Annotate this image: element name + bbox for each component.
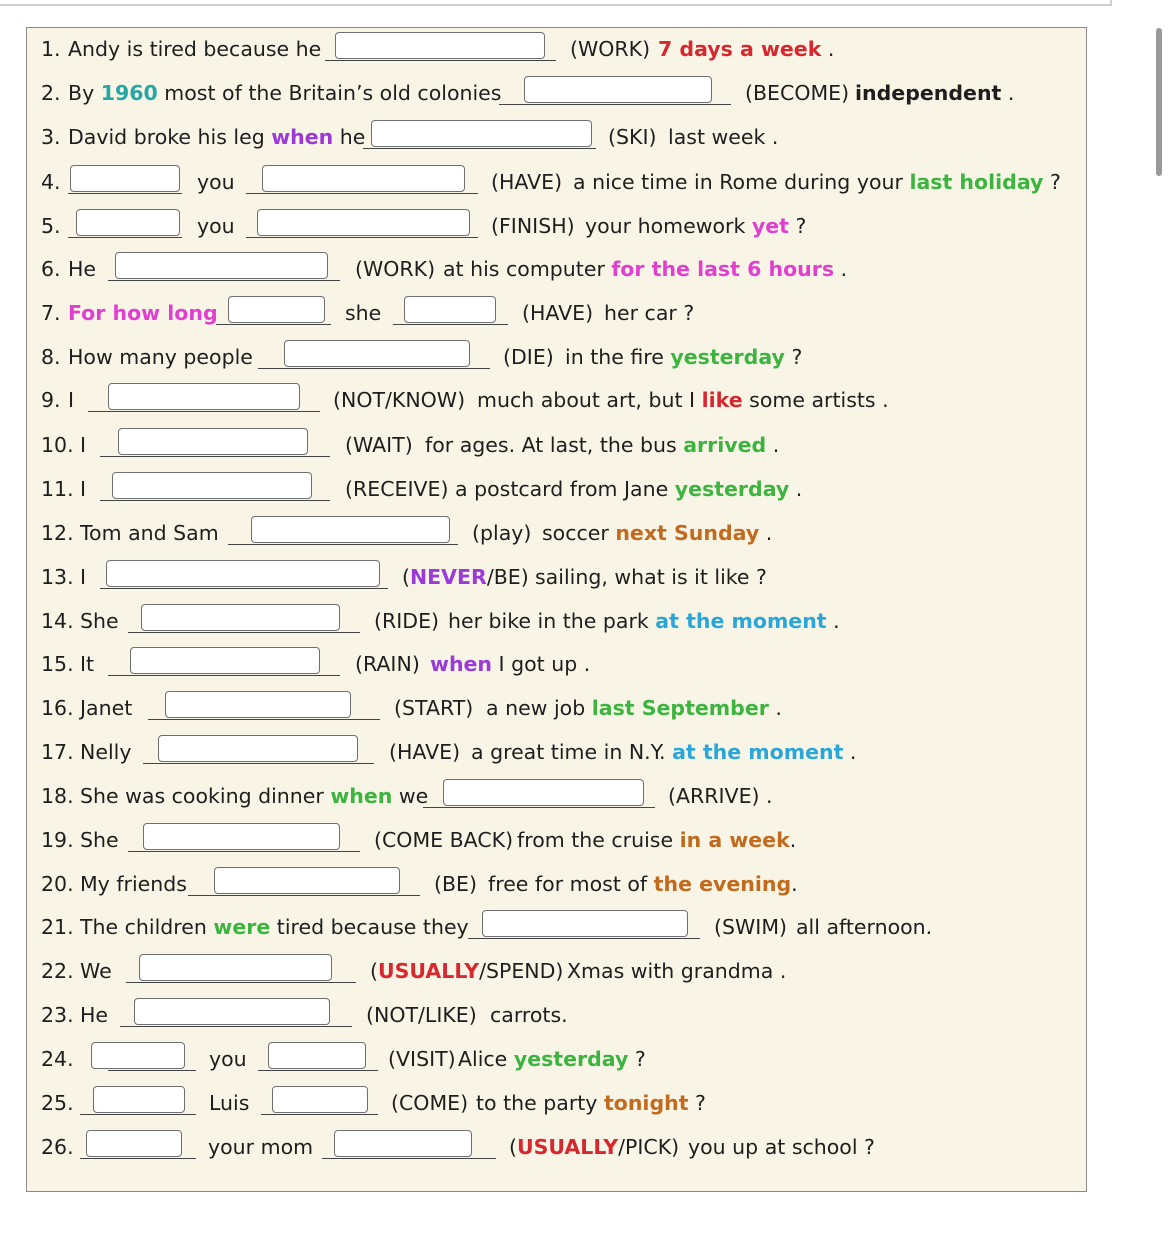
answer-box-2[interactable] (404, 296, 496, 323)
verb-hint: (COME) (391, 1091, 469, 1115)
sentence-end-fragment: . (791, 872, 798, 896)
verb-hint: (START) (394, 696, 474, 720)
item-number: 7. (41, 301, 61, 325)
answer-box-1[interactable] (108, 383, 300, 410)
sentence-end-fragment: free for most of (488, 872, 654, 896)
sentence-start (80, 1003, 108, 1027)
item-number: 13. (41, 565, 74, 589)
answer-underline (143, 763, 374, 764)
exercise-row (41, 1125, 1081, 1165)
sentence-end (668, 125, 778, 149)
sentence-end-fragment: carrots. (490, 1003, 568, 1027)
verb-hint-fragment: ( (509, 1135, 517, 1159)
sentence-start (80, 609, 119, 633)
sentence-end-fragment: . (789, 477, 803, 501)
answer-box-1[interactable] (118, 428, 308, 455)
sentence-end-fragment: some artists . (742, 388, 889, 412)
answer-box-2[interactable] (262, 165, 465, 192)
verb-hint: (BE) (434, 872, 478, 896)
exercise-row (41, 599, 1081, 639)
sentence-end-fragment: a postcard from Jane (455, 477, 675, 501)
answer-underline (423, 807, 655, 808)
sentence-end (486, 696, 782, 720)
item-number: 19. (41, 828, 74, 852)
verb-hint: (NOT/LIKE) (366, 1003, 477, 1027)
item-number: 15. (41, 652, 74, 676)
sentence-end-fragment: ? (688, 1091, 706, 1115)
sentence-start-fragment: he (333, 125, 366, 149)
sentence-end-fragment: last September (591, 696, 769, 720)
item-number: 18. (41, 784, 74, 808)
exercise-row (41, 949, 1081, 989)
verb-hint-fragment: ( (402, 565, 410, 589)
answer-box-2[interactable] (268, 1042, 366, 1069)
answer-box-1[interactable] (443, 779, 644, 806)
sentence-end-fragment: soccer (542, 521, 616, 545)
sentence-start (80, 959, 112, 983)
answer-underline (120, 1026, 352, 1027)
exercise-row (41, 642, 1081, 682)
sentence-start (68, 37, 321, 61)
exercise-row (41, 160, 1081, 200)
sentence-start (68, 257, 96, 281)
item-number: 6. (41, 257, 61, 281)
verb-hint-fragment: /SPEND) (479, 959, 564, 983)
verb-hint: (WORK) (355, 257, 436, 281)
sentence-end-fragment: yet (751, 214, 789, 238)
answer-box-1[interactable] (112, 472, 312, 499)
item-number: 11. (41, 477, 74, 501)
subject-text: you (209, 1047, 247, 1071)
answer-box-1[interactable] (143, 823, 340, 850)
sentence-end-fragment: . (759, 521, 773, 545)
exercise-row (41, 1037, 1081, 1077)
sentence-end-fragment: a new job (486, 696, 592, 720)
item-number: 14. (41, 609, 74, 633)
item-number: 23. (41, 1003, 74, 1027)
sentence-start (80, 652, 94, 676)
exercise-row (41, 467, 1081, 507)
subject-text: your mom (208, 1135, 314, 1159)
answer-underline (468, 938, 700, 939)
sentence-end-fragment: Alice (458, 1047, 514, 1071)
sentence-start (80, 433, 86, 457)
sentence-start (80, 696, 132, 720)
answer-box-1[interactable] (482, 910, 688, 937)
sentence-end (490, 1003, 568, 1027)
sentence-end-fragment: last week . (668, 125, 779, 149)
answer-box-1[interactable] (130, 647, 320, 674)
exercise-row (41, 423, 1081, 463)
answer-box-1[interactable] (284, 340, 470, 367)
sentence-end (458, 1047, 646, 1071)
answer-underline (261, 1114, 378, 1115)
subject-text: Luis (209, 1091, 250, 1115)
sentence-end (658, 37, 834, 61)
exercise-row (41, 511, 1081, 551)
answer-box-1[interactable] (251, 516, 450, 543)
sentence-start-fragment: Andy is tired because he (68, 37, 322, 61)
sentence-end (425, 433, 779, 457)
sentence-start (68, 345, 253, 369)
verb-hint: (RIDE) (374, 609, 440, 633)
answer-underline (228, 544, 458, 545)
answer-underline (325, 60, 556, 61)
sentence-start-fragment: I (80, 433, 87, 457)
sentence-end-fragment: yesterday (670, 345, 785, 369)
item-number: 22. (41, 959, 74, 983)
page-top-border (0, 0, 1112, 6)
answer-box-1[interactable] (214, 867, 400, 894)
sentence-start-fragment: tired because they (270, 915, 469, 939)
subject-text: she (345, 301, 382, 325)
sentence-start (68, 388, 74, 412)
sentence-end-fragment: your homework (585, 214, 752, 238)
sentence-start-fragment: She (80, 828, 119, 852)
exercise-row (41, 115, 1081, 155)
verb-hint: (VISIT) (388, 1047, 456, 1071)
verb-hint: (DIE) (503, 345, 554, 369)
item-number: 12. (41, 521, 74, 545)
sentence-end-fragment: . (766, 433, 780, 457)
answer-underline (216, 324, 331, 325)
sentence-start-fragment: For how long (68, 301, 218, 325)
answer-box-1[interactable] (70, 165, 180, 192)
sentence-start (80, 740, 131, 764)
sentence-end-fragment: for the last 6 hours (611, 257, 835, 281)
answer-box-1[interactable] (371, 120, 592, 147)
sentence-start (80, 915, 469, 939)
sentence-end-fragment: . (843, 740, 857, 764)
sentence-end (855, 81, 1014, 105)
sentence-start-fragment: She (80, 609, 119, 633)
sentence-end (517, 828, 796, 852)
verb-hint: (RECEIVE) (345, 477, 449, 501)
answer-underline (322, 1158, 496, 1159)
item-number: 20. (41, 872, 74, 896)
verb-hint: (play) (472, 521, 532, 545)
sentence-end (796, 915, 932, 939)
sentence-end (604, 301, 694, 325)
item-number: 26. (41, 1135, 74, 1159)
sentence-start (68, 81, 501, 105)
verb-hint: (COME BACK) (374, 828, 514, 852)
exercise-row (41, 71, 1081, 111)
verb-hint: (ARRIVE) . (668, 784, 773, 808)
answer-underline (148, 719, 380, 720)
verb-hint (370, 959, 563, 983)
sentence-end-fragment: from the cruise (517, 828, 680, 852)
sentence-start-fragment: She was cooking dinner (80, 784, 331, 808)
item-number: 21. (41, 915, 74, 939)
exercise-row (41, 291, 1081, 331)
sentence-end-fragment: independent (855, 81, 1002, 105)
subject-text: you (197, 214, 235, 238)
sentence-end (688, 1135, 875, 1159)
item-number: 25. (41, 1091, 74, 1115)
exercise-row (41, 686, 1081, 726)
item-number: 8. (41, 345, 61, 369)
sentence-start-fragment: How many people (68, 345, 253, 369)
sentence-start-fragment: We (80, 959, 112, 983)
exercise-row (41, 247, 1081, 287)
answer-underline (108, 280, 340, 281)
sentence-end (430, 652, 590, 676)
sentence-end-fragment: next Sunday (615, 521, 760, 545)
sentence-end-fragment: arrived (683, 433, 767, 457)
answer-underline (499, 104, 731, 105)
sentence-end (477, 388, 889, 412)
sentence-end-fragment: a nice time in Rome during your (573, 170, 910, 194)
sentence-start (80, 477, 86, 501)
item-number: 2. (41, 81, 61, 105)
answer-box-1[interactable] (158, 735, 358, 762)
sentence-end (567, 959, 786, 983)
sentence-end-fragment: when (430, 652, 493, 676)
sentence-start-fragment: My friends (80, 872, 187, 896)
sentence-end (476, 1091, 706, 1115)
answer-box-1[interactable] (524, 76, 712, 103)
sentence-end (471, 740, 856, 764)
sentence-start-fragment: The children (80, 915, 214, 939)
answer-box-2[interactable] (272, 1086, 368, 1113)
verb-hint: (FINISH) (491, 214, 575, 238)
sentence-end-fragment: I got up . (492, 652, 591, 676)
verb-hint-fragment: NEVER (410, 565, 487, 589)
answer-box-1[interactable] (76, 209, 180, 236)
answer-underline (80, 1158, 196, 1159)
answer-box-1[interactable] (335, 32, 545, 59)
answer-underline (100, 588, 388, 589)
exercise-row (41, 204, 1081, 244)
sentence-start-fragment: we (392, 784, 429, 808)
sentence-start-fragment: Nelly (80, 740, 132, 764)
answer-box-1[interactable] (91, 1042, 185, 1069)
sentence-end (443, 257, 847, 281)
sentence-end-fragment: tonight (603, 1091, 689, 1115)
sentence-end-fragment: for ages. At last, the bus (425, 433, 684, 457)
sentence-start-fragment: I (80, 565, 87, 589)
answer-underline (100, 456, 330, 457)
answer-underline (188, 895, 420, 896)
sentence-end-fragment: at his computer (443, 257, 612, 281)
sentence-end (542, 521, 772, 545)
sentence-start (80, 565, 86, 589)
sentence-end-fragment: last holiday (909, 170, 1044, 194)
sentence-end-fragment: . (826, 609, 840, 633)
sentence-end-fragment: the evening (653, 872, 792, 896)
sentence-end-fragment: ? (1043, 170, 1061, 194)
sentence-end-fragment: . (821, 37, 835, 61)
sentence-end-fragment: much about art, but I (477, 388, 702, 412)
item-number: 24. (41, 1047, 74, 1071)
sentence-end-fragment: you up at school ? (688, 1135, 875, 1159)
sentence-start-fragment: when (271, 125, 334, 149)
sentence-start-fragment: 1960 (100, 81, 158, 105)
sentence-end-fragment: . (768, 696, 782, 720)
sentence-end-fragment: all afternoon. (796, 915, 933, 939)
exercise-row (41, 1081, 1081, 1121)
sentence-start-fragment: It (80, 652, 95, 676)
item-number: 10. (41, 433, 74, 457)
verb-hint: (HAVE) (389, 740, 461, 764)
sentence-end-fragment: . (1001, 81, 1015, 105)
exercise-row (41, 555, 1081, 595)
sentence-start-fragment: most of the Britain’s old colonies (157, 81, 502, 105)
answer-underline (108, 1070, 196, 1071)
verb-hint (509, 1135, 679, 1159)
verb-hint: (WORK) (570, 37, 651, 61)
sentence-start-fragment: were (213, 915, 271, 939)
verb-hint: (BECOME) (745, 81, 850, 105)
answer-underline (258, 368, 490, 369)
sentence-start-fragment: He (80, 1003, 109, 1027)
sentence-end-fragment: ? (784, 345, 803, 369)
sentence-start-fragment: David broke his leg (68, 125, 272, 149)
answer-underline (128, 632, 360, 633)
answer-box-1[interactable] (106, 560, 380, 587)
sentence-end (565, 345, 802, 369)
sentence-start (80, 784, 428, 808)
sentence-end-fragment: yesterday (513, 1047, 629, 1071)
item-number: 5. (41, 214, 61, 238)
answer-underline (68, 193, 182, 194)
sentence-start-fragment: when (330, 784, 393, 808)
answer-underline (128, 851, 360, 852)
answer-box-1[interactable] (93, 1086, 185, 1113)
answer-underline (80, 1114, 196, 1115)
sentence-end-fragment: to the party (476, 1091, 604, 1115)
verb-hint: (HAVE) (522, 301, 594, 325)
sentence-end-fragment: at the moment (655, 609, 827, 633)
item-number: 9. (41, 388, 61, 412)
sentence-end (573, 170, 1061, 194)
answer-underline (100, 500, 330, 501)
sentence-end-fragment: in a week (679, 828, 790, 852)
verb-hint: (SWIM) (714, 915, 788, 939)
sentence-end-fragment: in the fire (565, 345, 671, 369)
exercise-row (41, 27, 1081, 67)
sentence-end-fragment: . (789, 828, 797, 852)
sentence-start-fragment: By (68, 81, 101, 105)
sentence-start (68, 125, 365, 149)
answer-box-1[interactable] (139, 954, 332, 981)
answer-underline (88, 411, 320, 412)
answer-box-1[interactable] (115, 252, 328, 279)
verb-hint: (NOT/KNOW) (333, 388, 466, 412)
sentence-end-fragment: like (701, 388, 743, 412)
item-number: 4. (41, 170, 61, 194)
sentence-end-fragment: sailing, what is it like ? (535, 565, 767, 589)
exercise-row (41, 730, 1081, 770)
sentence-end (448, 609, 840, 633)
answer-box-2[interactable] (334, 1130, 472, 1157)
item-number: 1. (41, 37, 61, 61)
sentence-end-fragment: . (834, 257, 848, 281)
exercise-row (41, 818, 1081, 858)
answer-box-1[interactable] (86, 1130, 182, 1157)
sentence-end (585, 214, 806, 238)
exercise-row (41, 335, 1081, 375)
answer-box-1[interactable] (134, 998, 330, 1025)
verb-hint: (WAIT) (345, 433, 413, 457)
exercise-row (41, 378, 1081, 418)
item-number: 3. (41, 125, 61, 149)
sentence-end-fragment: her car ? (604, 301, 695, 325)
sentence-start-fragment: Tom and Sam (80, 521, 219, 545)
sentence-end-fragment: her bike in the park (448, 609, 656, 633)
answer-box-1[interactable] (141, 604, 340, 631)
sentence-start (68, 301, 218, 325)
answer-underline (246, 237, 478, 238)
verb-hint (402, 565, 529, 589)
sentence-end-fragment: Xmas with grandma . (567, 959, 787, 983)
answer-box-1[interactable] (165, 691, 351, 718)
sentence-start-fragment: I (80, 477, 87, 501)
sentence-end-fragment: yesterday (674, 477, 790, 501)
sentence-end-fragment: at the moment (672, 740, 844, 764)
verb-hint-fragment: /PICK) (618, 1135, 680, 1159)
verb-hint-fragment: USUALLY (378, 959, 480, 983)
sentence-start (80, 872, 187, 896)
sentence-start (80, 828, 119, 852)
answer-box-2[interactable] (257, 209, 470, 236)
answer-underline (246, 193, 478, 194)
verb-hint: (SKI) (608, 125, 657, 149)
exercise-row (41, 774, 1081, 814)
verb-hint-fragment: /BE) (486, 565, 529, 589)
sentence-end (535, 565, 767, 589)
answer-underline (68, 237, 182, 238)
sentence-end (455, 477, 802, 501)
verb-hint: (RAIN) (355, 652, 420, 676)
answer-underline (393, 324, 508, 325)
sentence-end-fragment: a great time in N.Y. (471, 740, 673, 764)
exercise-row (41, 862, 1081, 902)
sentence-start-fragment: He (68, 257, 97, 281)
sentence-end-fragment: ? (788, 214, 807, 238)
answer-underline (108, 675, 340, 676)
verb-hint: (HAVE) (491, 170, 563, 194)
answer-underline (363, 148, 596, 149)
exercise-row (41, 905, 1081, 945)
exercise-row (41, 993, 1081, 1033)
sentence-start (80, 521, 219, 545)
verb-hint-fragment: ( (370, 959, 378, 983)
answer-box-1[interactable] (228, 296, 325, 323)
verb-hint-fragment: USUALLY (517, 1135, 619, 1159)
sentence-start-fragment: Janet (80, 696, 133, 720)
scrollbar[interactable] (1156, 28, 1162, 176)
sentence-start-fragment: I (68, 388, 75, 412)
item-number: 17. (41, 740, 74, 764)
sentence-end (488, 872, 798, 896)
subject-text: you (197, 170, 235, 194)
sentence-end-fragment: 7 days a week (658, 37, 822, 61)
item-number: 16. (41, 696, 74, 720)
answer-underline (126, 982, 356, 983)
answer-underline (258, 1070, 378, 1071)
sentence-end-fragment: ? (628, 1047, 646, 1071)
